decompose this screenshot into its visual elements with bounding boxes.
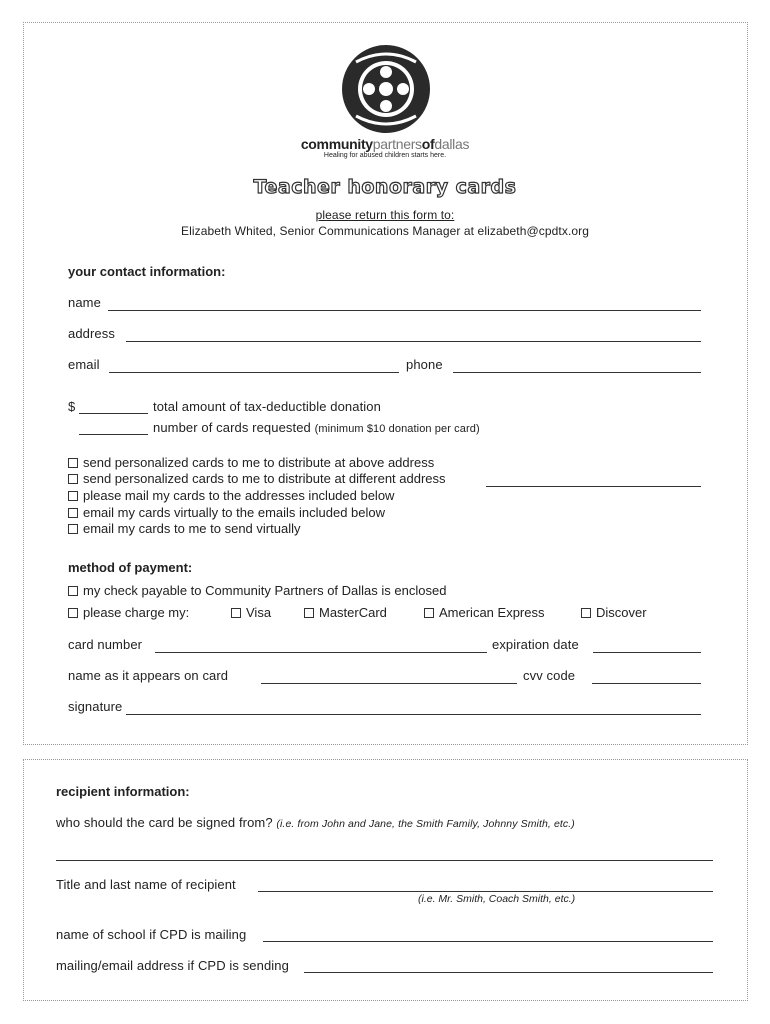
cards-count-field[interactable] [79, 434, 148, 435]
checkbox[interactable] [68, 586, 78, 596]
phone-label: phone [406, 357, 443, 372]
checkbox[interactable] [68, 608, 78, 618]
org-name-of: of [421, 136, 435, 152]
checkbox[interactable] [68, 491, 78, 501]
cards-count-label [153, 420, 480, 435]
signed-from-field[interactable] [56, 860, 713, 861]
return-label: please return this form to: [315, 208, 455, 222]
signature-field[interactable] [126, 714, 701, 715]
name-on-card-field[interactable] [261, 683, 517, 684]
check-option[interactable] [68, 583, 446, 598]
recipient-heading: recipient information: [56, 784, 190, 799]
card-option-label: American Express [439, 605, 545, 620]
checkbox[interactable] [581, 608, 591, 618]
org-tagline: Healing for abused children starts here. [323, 152, 447, 159]
checkbox[interactable] [304, 608, 314, 618]
org-name-community: community [300, 136, 373, 152]
card-option-label: Discover [596, 605, 647, 620]
donation-total-label: total amount of tax-deductible donation [153, 399, 381, 414]
email-field[interactable] [109, 372, 399, 373]
page-title: Teacher honorary cards [253, 176, 517, 198]
delivery-option-5[interactable] [68, 521, 300, 536]
cvv-label: cvv code [523, 668, 576, 683]
org-name [0, 136, 770, 152]
recipient-title-label: Title and last name of recipient [56, 877, 236, 892]
school-label: name of school if CPD is mailing [56, 927, 247, 942]
card-option-visa[interactable] [231, 605, 271, 620]
signed-from-text: who should the card be signed from? [56, 815, 273, 830]
signed-from-example: (i.e. from John and Jane, the Smith Family, Johnny Smith, etc.) [276, 818, 575, 830]
card-option-label: Visa [246, 605, 272, 620]
delivery-option-label: send personalized cards to me to distribute at above address [83, 455, 435, 470]
checkbox[interactable] [68, 458, 78, 468]
name-field[interactable] [108, 310, 701, 311]
card-number-field[interactable] [155, 652, 487, 653]
cpd-logo-icon [338, 42, 434, 136]
card-option-discover[interactable] [581, 605, 647, 620]
dollar-sign: $ [68, 399, 76, 414]
card-option-mastercard[interactable] [304, 605, 387, 620]
expiration-field[interactable] [593, 652, 701, 653]
delivery-option-3[interactable] [68, 488, 394, 503]
recipient-title-example: (i.e. Mr. Smith, Coach Smith, etc.) [418, 893, 576, 905]
checkbox[interactable] [424, 608, 434, 618]
mailing-field[interactable] [304, 972, 713, 973]
delivery-option-4[interactable] [68, 505, 385, 520]
cards-count-text: number of cards requested [153, 420, 311, 435]
phone-field[interactable] [453, 372, 701, 373]
checkbox[interactable] [68, 508, 78, 518]
signed-from-label [56, 815, 575, 830]
delivery-option-label: send personalized cards to me to distribute at different address [83, 471, 446, 486]
address-label: address [68, 326, 115, 341]
recipient-title-field[interactable] [258, 891, 713, 892]
card-option-label: MasterCard [319, 605, 387, 620]
card-number-label: card number [68, 637, 143, 652]
cards-count-note: (minimum $10 donation per card) [314, 423, 480, 435]
cvv-field[interactable] [592, 683, 701, 684]
signature-label: signature [68, 699, 123, 714]
org-name-dallas: dallas [434, 136, 470, 152]
charge-option[interactable] [68, 605, 189, 620]
donation-amount-field[interactable] [79, 413, 148, 414]
name-label: name [68, 295, 101, 310]
checkbox[interactable] [68, 524, 78, 534]
checkbox[interactable] [68, 474, 78, 484]
payment-heading: method of payment: [68, 560, 193, 575]
checkbox[interactable] [231, 608, 241, 618]
card-option-amex[interactable] [424, 605, 544, 620]
delivery-option-label: email my cards virtually to the emails included below [83, 505, 386, 520]
different-address-field[interactable] [486, 486, 701, 487]
delivery-option-1[interactable] [68, 455, 434, 470]
delivery-option-label: email my cards to me to send virtually [83, 521, 301, 536]
contact-heading: your contact information: [68, 264, 226, 279]
org-name-partners: partners [372, 136, 422, 152]
check-option-label: my check payable to Community Partners of Dallas is enclosed [83, 583, 447, 598]
school-field[interactable] [263, 941, 713, 942]
email-label: email [68, 357, 100, 372]
delivery-option-label: please mail my cards to the addresses included below [83, 488, 395, 503]
name-on-card-label: name as it appears on card [68, 668, 229, 683]
charge-option-label: please charge my: [83, 605, 190, 620]
expiration-label: expiration date [492, 637, 579, 652]
address-field[interactable] [126, 341, 701, 342]
delivery-option-2[interactable] [68, 471, 446, 486]
return-to-text: Elizabeth Whited, Senior Communications Manager at elizabeth@cpdtx.org [180, 224, 590, 238]
mailing-label: mailing/email address if CPD is sending [56, 958, 289, 973]
